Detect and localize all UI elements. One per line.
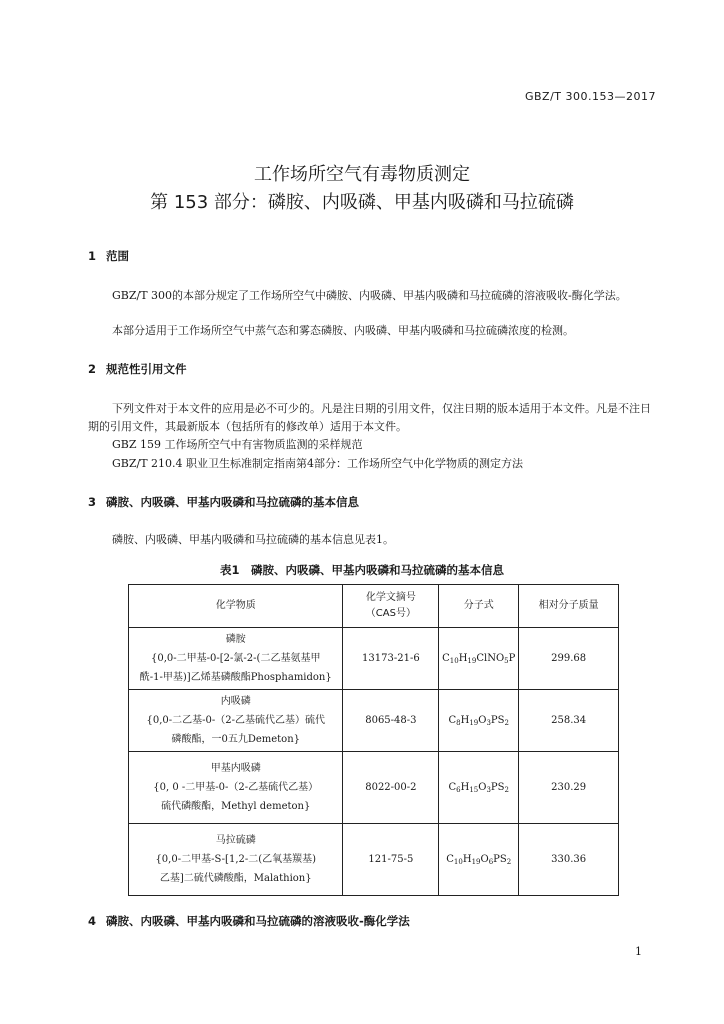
molecular-formula: $C_6H_{15}O_3PS_2$ [439, 752, 519, 824]
molecular-weight: 230.29 [519, 752, 619, 824]
molecular-weight: 330.36 [519, 824, 619, 896]
chemical-name-cell [129, 690, 343, 752]
molecular-weight: 299.68 [519, 628, 619, 690]
cas-number: 8065-48-3 [343, 690, 439, 752]
section-3-paragraph-1: 磷胺、内吸磷、甲基内吸磷和马拉硫磷的基本信息见表1。 [112, 533, 394, 546]
chemical-description: 酰-1-甲基)]乙烯基磷酸酯Phosphamidon} [139, 672, 332, 683]
chemical-description: 硫代磷酸酯，Methyl demeton} [161, 801, 311, 812]
molecular-formula: $C_{10}H_{19}O_6PS_2$ [439, 824, 519, 896]
page-number: 1 [635, 945, 642, 958]
document-subtitle: 第 153 部分：磷胺、内吸磷、甲基内吸磷和马拉硫磷 [150, 192, 574, 213]
section-title: 规范性引用文件 [106, 362, 187, 376]
table-row [129, 752, 619, 824]
table-row [129, 690, 619, 752]
basic-info-table [128, 584, 619, 896]
header-cas-line2: （CAS号） [365, 608, 416, 619]
section-1-paragraph-1: GBZ/T 300的本部分规定了工作场所空气中磷胺、内吸磷、甲基内吸磷和马拉硫磷的溶液吸收-酶化学法。 [112, 289, 627, 302]
chemical-name-cell [129, 752, 343, 824]
header-cas-line1: 化学文摘号 [365, 592, 416, 603]
cas-number: 13173-21-6 [343, 628, 439, 690]
chemical-description: {0, 0 -二甲基-0-（2-乙基硫代乙基） [153, 782, 319, 793]
table-caption: 表1 磷胺、内吸磷、甲基内吸磷和马拉硫磷的基本信息 [220, 563, 504, 577]
chemical-name: 磷胺 [225, 634, 246, 645]
chemical-name-cell [129, 824, 343, 896]
table-header-row [129, 585, 619, 628]
header-chemical: 化学物质 [129, 585, 343, 628]
section-number: 3 [88, 495, 97, 509]
chemical-description: {0,0-二甲基-S-[1,2-二(乙氧基羰基) [155, 854, 317, 865]
cas-number: 121-75-5 [343, 824, 439, 896]
chemical-description: 磷酸酯，一0五九Demeton} [171, 734, 301, 745]
chemical-description: {0,0-二乙基-0-（2-乙基硫代乙基）硫代 [146, 715, 325, 726]
section-1-heading [88, 248, 129, 264]
section-number: 1 [88, 249, 97, 263]
standard-number: GBZ/T 300.153—2017 [524, 90, 656, 103]
chemical-description: {0,0-二甲基-0-[2-氯-2-(二乙基氨基甲 [151, 653, 321, 664]
section-3-heading [88, 494, 359, 510]
molecular-formula: $C_8H_{19}O_3PS_2$ [439, 690, 519, 752]
header-formula: 分子式 [439, 585, 519, 628]
section-2-paragraph-1: 下列文件对于本文件的应用是必不可少的。凡是注日期的引用文件，仅注日期的版本适用于本文件。凡是不注日期的引用文件，其最新版本（包括所有的修改单）适用于本文件。 [88, 402, 651, 433]
chemical-description: 乙基]二硫代磷酸酯，Malathion} [159, 873, 312, 884]
section-4-heading [88, 913, 410, 929]
chemical-name: 马拉硫磷 [215, 835, 256, 846]
section-title: 范围 [106, 249, 129, 263]
header-cas [343, 585, 439, 628]
molecular-formula: $C_{10}H_{19}ClNO_5P$ [439, 628, 519, 690]
chemical-name-cell [129, 628, 343, 690]
normative-reference-1: GBZ 159 工作场所空气中有害物质监测的采样规范 [112, 438, 363, 451]
document-title: 工作场所空气有毒物质测定 [254, 164, 470, 185]
section-2-heading [88, 361, 187, 377]
section-title: 磷胺、内吸磷、甲基内吸磷和马拉硫磷的溶液吸收-酶化学法 [106, 914, 410, 928]
section-title: 磷胺、内吸磷、甲基内吸磷和马拉硫磷的基本信息 [106, 495, 359, 509]
section-1-paragraph-2: 本部分适用于工作场所空气中蒸气态和雾态磷胺、内吸磷、甲基内吸磷和马拉硫磷浓度的检测。 [112, 324, 574, 337]
header-molecular-weight: 相对分子质量 [519, 585, 619, 628]
chemical-name: 内吸磷 [220, 696, 251, 707]
molecular-weight: 258.34 [519, 690, 619, 752]
cas-number: 8022-00-2 [343, 752, 439, 824]
table-row [129, 628, 619, 690]
table-row [129, 824, 619, 896]
chemical-name: 甲基内吸磷 [210, 763, 261, 774]
section-number: 4 [88, 914, 97, 928]
normative-reference-2: GBZ/T 210.4 职业卫生标准制定指南第4部分：工作场所空气中化学物质的测定方法 [112, 457, 524, 470]
section-number: 2 [88, 362, 97, 376]
